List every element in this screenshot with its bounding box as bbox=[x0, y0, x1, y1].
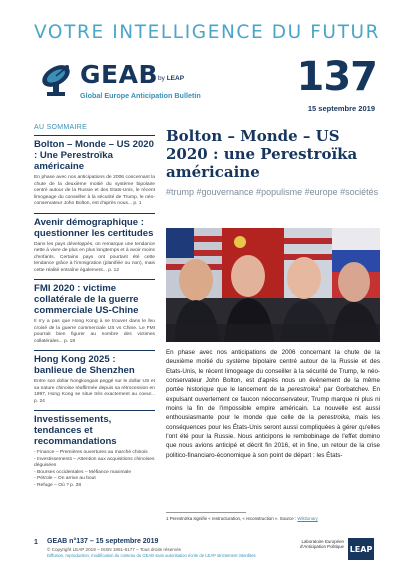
summary-item-text: Il n'y a pas que Hong Kong à se trouver dans le feu croisé de la guerre commerciale US vs Chine. Le FMI pourrait bien figurer au nombre des victimes collatérales... p. 18 bbox=[34, 319, 155, 344]
footnote-text: Perestroïka signifie « restructuration, « reconstruction ». Source : bbox=[169, 516, 297, 521]
summary-item[interactable] bbox=[34, 350, 155, 405]
brand-byline: by LEAP bbox=[158, 75, 185, 82]
satellite-dish-icon bbox=[34, 58, 78, 102]
issue-number: 137 bbox=[296, 54, 377, 100]
summary-item[interactable] bbox=[34, 135, 155, 208]
page-footer bbox=[34, 538, 379, 568]
summary-item[interactable] bbox=[34, 279, 155, 345]
summary-item[interactable] bbox=[34, 213, 155, 275]
summary-item-title: FMI 2020 : victime collatérale de la guerre commerciale US-Chine bbox=[34, 283, 139, 316]
footnote-ref[interactable]: 1 bbox=[318, 384, 321, 390]
summary-item-title: Hong Kong 2025 : banlieue de Shenzhen bbox=[34, 354, 135, 376]
footnote-link[interactable]: Wiktionary bbox=[297, 516, 318, 521]
footnote-number: 1 bbox=[166, 516, 169, 521]
summary-label: AU SOMMAIRE bbox=[34, 124, 88, 131]
summary-item-title: Bolton – Monde – US 2020 : Une Perestroïka américaine bbox=[34, 139, 154, 172]
summary-item-text: Dans les pays développés, on remarque une tendance nette à vivre de plus en plus longtemps et à avoir moins d'enfants. Certains pays ont pourtant été cette tendance grâce à l'immigration (planifiée ou non), mais cette réalité entraîne également... p. 12 bbox=[34, 241, 155, 273]
footnote-divider bbox=[166, 512, 246, 513]
footer-title: GEAB n°137 – 15 septembre 2019 bbox=[47, 538, 159, 545]
article-header bbox=[166, 124, 380, 207]
summary-item-title: Avenir démographique : questionner les certitudes bbox=[34, 216, 154, 239]
article-tags: #trump #gouvernance #populisme #europe #sociétés bbox=[166, 187, 379, 197]
recommendation-line: - Bourses occidentales – Méfiance maximale bbox=[34, 469, 132, 475]
article-body-part: En phase avec nos anticipations de 2006 concernant la chute de la deuxième moitié du système bipolaire centré autour de la Russie et des Etats-Unis, le récent limogeage du conseiller à la sécurité de Trump, le néo-conservateur John Bolton, est d'après nous un événement de la même portée historique que le lancement de la bbox=[166, 349, 380, 394]
article-body-part: par Gorbatchev. En expulsant ouvertement ce faucon néoconservateur, Trump marque ni plus ni moins la fin de l'impossible empire américain. La nouvelle est aussi enthousiasmante pour le monde que celle de la bbox=[166, 386, 381, 422]
article-body-italic: perestroika bbox=[317, 414, 349, 422]
leap-logo: LEAP bbox=[348, 538, 374, 560]
recommendations-title: Investissements, tendances et recommandations bbox=[34, 414, 117, 447]
article-body-italic: perestroika bbox=[287, 386, 319, 394]
brand-name: GEAB bbox=[80, 60, 159, 89]
lab-name: Laboratoire Européen d'Anticipation Politique bbox=[299, 539, 344, 550]
article-body-part: , mais les conséquences pour les États-Unis seront aussi compliquées à gérer qu'elles l'ont été pour la Russie. Nous anticipons le rembobinage de l'effet domino que nous avions anticipé et décrit fin 2016, et in fine, un retour de la crise politico-financiaro-économique à son point de départ : les États- bbox=[166, 414, 380, 459]
page-number: 1 bbox=[34, 539, 38, 546]
masthead-slogan: VOTRE INTELLIGENCE DU FUTUR bbox=[34, 22, 381, 43]
recommendation-line: - Refuge – Où ? p. 28 bbox=[34, 482, 82, 488]
footer-copyright: © Copyright LEAP 2019 – ISSN 1951-6177 – Tous droits réservés bbox=[47, 547, 181, 552]
footnote bbox=[166, 516, 386, 521]
summary-recommendations[interactable] bbox=[34, 410, 155, 490]
recommendation-line: - Pétrole – On arrive au bout bbox=[34, 476, 96, 482]
recommendations-list bbox=[34, 450, 155, 490]
footer-rights-notice: Diffusion, reproduction, modification du contenu du GEAB sans autorisation écrite de LEAP strictement interdites bbox=[47, 553, 256, 558]
recommendation-line: - Investissements – Attention aux acquisitions chinoises déguisées bbox=[34, 456, 155, 469]
brand-subtitle: Global Europe Anticipation Bulletin bbox=[80, 91, 201, 100]
issue-date: 15 septembre 2019 bbox=[307, 104, 375, 113]
summary-item-text: En phase avec nos anticipations de 2006 concernant la chute de la deuxième moitié du système bipolaire centré autour de la Russie et des Etats-Unis, le récent limogeage du conseiller à la sécurité de Trump, le néo-conservateur John Bolton, est d'après nous... p. 1 bbox=[34, 175, 155, 206]
summary-column bbox=[34, 124, 155, 495]
article-body bbox=[166, 348, 380, 460]
article-photo bbox=[166, 228, 380, 342]
summary-item-text: Entre son dollar hongkongais peggé sur le dollar US et sa nature chinoise réaffirmée depuis sa rétrocession en 1997, Hong Kong se situe très exactement au coeur... p. 24 bbox=[34, 379, 155, 404]
recommendation-line: - Finance – Premières ouvertures au marché chinois bbox=[34, 450, 148, 455]
article-title: Bolton – Monde – US 2020 : une Perestroïka américaine bbox=[166, 127, 358, 181]
leaders-collage-image bbox=[166, 228, 380, 342]
